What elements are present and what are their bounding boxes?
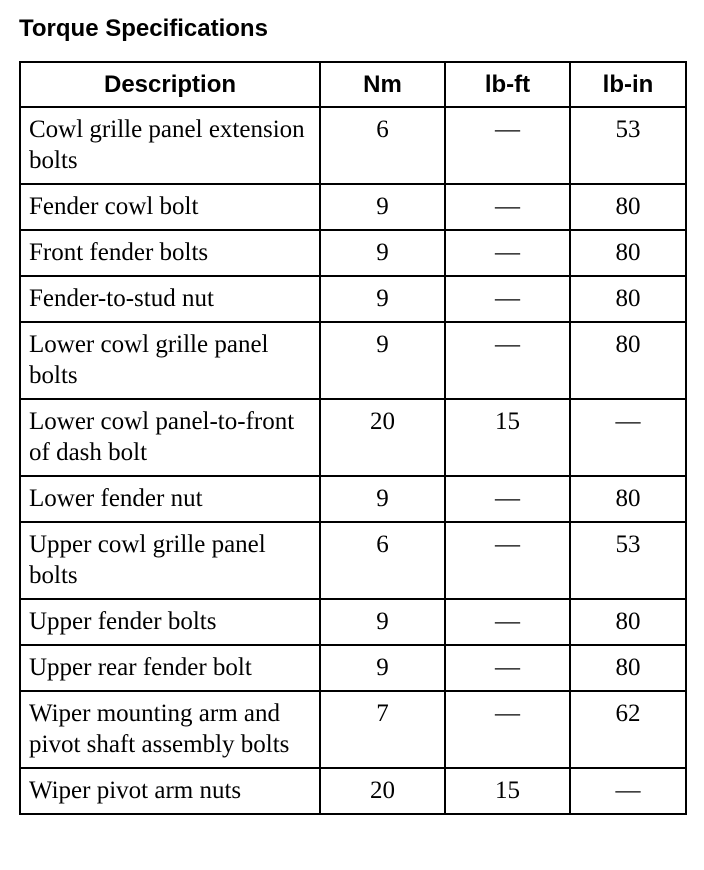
cell-description: Fender-to-stud nut — [20, 276, 320, 322]
cell-nm: 6 — [320, 522, 445, 599]
cell-lb-in: 53 — [570, 522, 686, 599]
cell-nm: 20 — [320, 768, 445, 814]
table-row — [20, 399, 686, 476]
cell-description: Wiper pivot arm nuts — [20, 768, 320, 814]
table-row — [20, 599, 686, 645]
cell-lb-ft: — — [445, 322, 570, 399]
cell-lb-in: 80 — [570, 322, 686, 399]
column-header-nm: Nm — [320, 62, 445, 107]
table-row — [20, 522, 686, 599]
cell-lb-in: 80 — [570, 276, 686, 322]
cell-nm: 7 — [320, 691, 445, 768]
cell-lb-ft: 15 — [445, 768, 570, 814]
cell-lb-ft: — — [445, 476, 570, 522]
cell-nm: 20 — [320, 399, 445, 476]
page-title: Torque Specifications — [19, 15, 268, 42]
cell-description: Front fender bolts — [20, 230, 320, 276]
cell-nm: 9 — [320, 645, 445, 691]
cell-lb-ft: 15 — [445, 399, 570, 476]
cell-description: Upper fender bolts — [20, 599, 320, 645]
torque-table — [19, 61, 687, 815]
cell-nm: 9 — [320, 599, 445, 645]
table-row — [20, 768, 686, 814]
cell-lb-ft: — — [445, 522, 570, 599]
table-row — [20, 645, 686, 691]
column-header-lb-in: lb-in — [570, 62, 686, 107]
cell-lb-in: — — [570, 768, 686, 814]
cell-lb-ft: — — [445, 276, 570, 322]
cell-nm: 9 — [320, 322, 445, 399]
cell-description: Cowl grille panel extension bolts — [20, 107, 320, 184]
table-header-row — [20, 62, 686, 107]
table-row — [20, 476, 686, 522]
cell-lb-ft: — — [445, 184, 570, 230]
table-row — [20, 322, 686, 399]
column-header-lb-ft: lb-ft — [445, 62, 570, 107]
cell-description: Fender cowl bolt — [20, 184, 320, 230]
column-header-description: Description — [20, 62, 320, 107]
cell-lb-in: 80 — [570, 599, 686, 645]
cell-lb-in: 80 — [570, 230, 686, 276]
cell-description: Lower fender nut — [20, 476, 320, 522]
cell-nm: 6 — [320, 107, 445, 184]
cell-lb-ft: — — [445, 107, 570, 184]
cell-nm: 9 — [320, 276, 445, 322]
cell-lb-in: 53 — [570, 107, 686, 184]
cell-nm: 9 — [320, 184, 445, 230]
cell-lb-in: 80 — [570, 476, 686, 522]
cell-description: Lower cowl panel-to-front of dash bolt — [20, 399, 320, 476]
cell-description: Upper cowl grille panel bolts — [20, 522, 320, 599]
table-row — [20, 107, 686, 184]
cell-lb-in: 80 — [570, 184, 686, 230]
cell-nm: 9 — [320, 230, 445, 276]
cell-lb-in: 62 — [570, 691, 686, 768]
cell-lb-ft: — — [445, 230, 570, 276]
table-row — [20, 184, 686, 230]
cell-description: Wiper mounting arm and pivot shaft assembly bolts — [20, 691, 320, 768]
cell-nm: 9 — [320, 476, 445, 522]
cell-description: Lower cowl grille panel bolts — [20, 322, 320, 399]
cell-lb-ft: — — [445, 691, 570, 768]
cell-lb-ft: — — [445, 645, 570, 691]
table-row — [20, 276, 686, 322]
cell-lb-ft: — — [445, 599, 570, 645]
table-row — [20, 691, 686, 768]
cell-lb-in: — — [570, 399, 686, 476]
table-row — [20, 230, 686, 276]
cell-description: Upper rear fender bolt — [20, 645, 320, 691]
cell-lb-in: 80 — [570, 645, 686, 691]
